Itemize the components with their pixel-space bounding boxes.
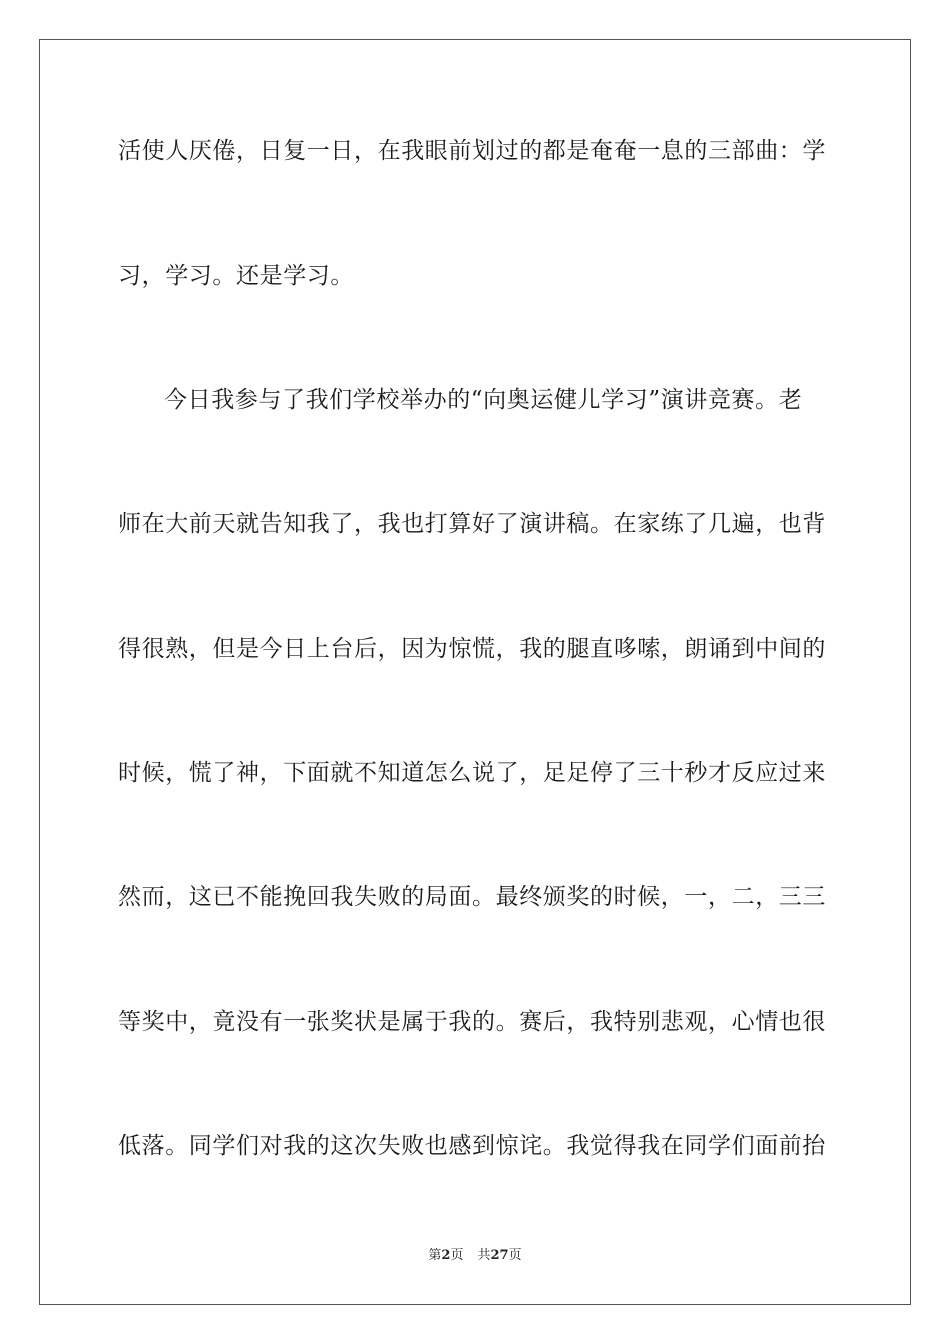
page-number: 2 [441, 1248, 451, 1263]
total-prefix: 共 [477, 1248, 491, 1263]
text-line: 习，学习。还是学习。 [118, 263, 354, 289]
text-line: 得很熟，但是今日上台后，因为惊慌，我的腿直哆嗦，朗诵到中间的 [118, 636, 826, 662]
text-line: 活使人厌倦，日复一日，在我眼前划过的都是奄奄一息的三部曲：学 [118, 138, 826, 164]
page-footer [0, 1247, 950, 1265]
text-line: 师在大前天就告知我了，我也打算好了演讲稿。在家练了几遍，也背 [118, 511, 826, 537]
total-suffix: 页 [508, 1248, 522, 1263]
text-line: 等奖中，竟没有一张奖状是属于我的。赛后，我特别悲观，心情也很 [118, 1009, 826, 1035]
text-line: 时候，慌了神，下面就不知道怎么说了，足足停了三十秒才反应过来 [118, 760, 826, 786]
paragraph-first-line: 今日我参与了我们学校举办的“向奥运健儿学习”演讲竞赛。老 [164, 387, 803, 413]
page-suffix: 页 [450, 1248, 464, 1263]
text-line: 然而，这已不能挽回我失败的局面。最终颁奖的时候，一，二，三三 [118, 884, 826, 910]
text-line: 低落。同学们对我的这次失败也感到惊诧。我觉得我在同学们面前抬 [118, 1133, 826, 1159]
page-prefix: 第 [428, 1248, 442, 1263]
page-border [39, 39, 911, 1305]
total-pages: 27 [490, 1248, 509, 1263]
